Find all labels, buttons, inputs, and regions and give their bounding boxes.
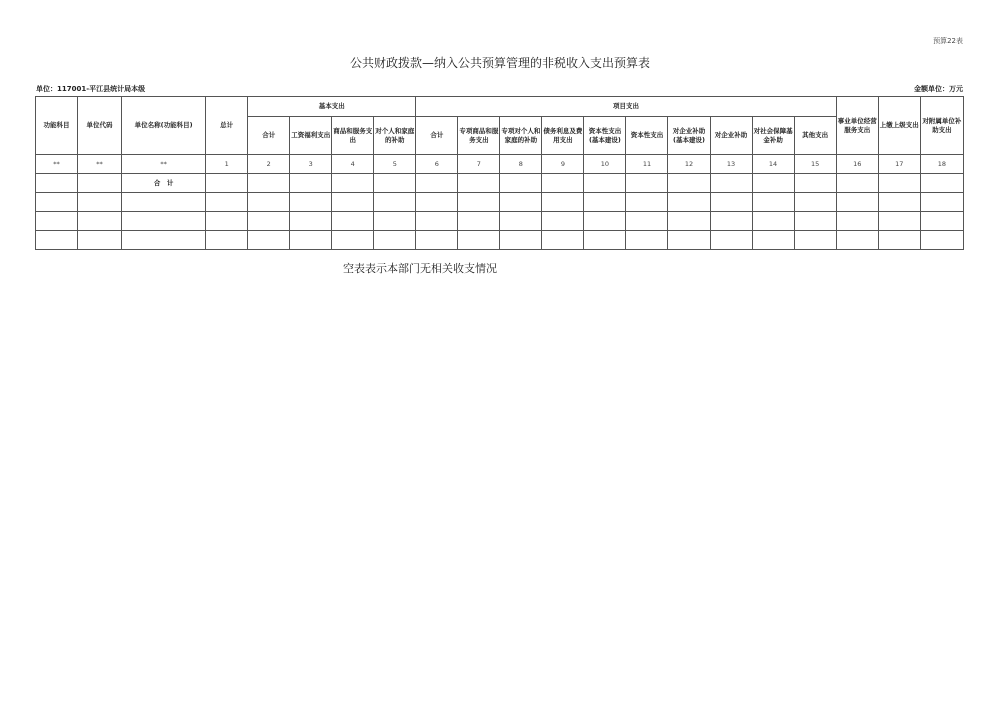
table-cell — [500, 212, 542, 231]
table-cell — [920, 212, 963, 231]
table-cell — [500, 193, 542, 212]
table-cell — [542, 174, 584, 193]
table-cell — [248, 193, 290, 212]
table-cell — [332, 212, 374, 231]
table-cell — [836, 231, 878, 250]
table-cell — [36, 231, 78, 250]
table-cell — [416, 231, 458, 250]
table-cell — [78, 193, 122, 212]
header-total: 总计 — [206, 97, 248, 155]
table-cell — [752, 212, 794, 231]
table-cell — [752, 174, 794, 193]
page-title: 公共财政拨款—纳入公共预算管理的非税收入支出预算表 — [349, 56, 650, 70]
table-cell — [878, 174, 920, 193]
table-cell — [290, 212, 332, 231]
table-cell — [500, 231, 542, 250]
table-cell — [794, 174, 836, 193]
index-cell: 10 — [584, 155, 626, 174]
table-cell — [836, 193, 878, 212]
index-row — [36, 155, 964, 174]
index-cell: 3 — [290, 155, 332, 174]
table-cell — [752, 231, 794, 250]
table-cell — [710, 212, 752, 231]
index-cell: 18 — [920, 155, 963, 174]
header-project-sub: 专项对个人和家庭的补助 — [500, 117, 542, 155]
table-row — [36, 193, 964, 212]
table-cell — [836, 174, 878, 193]
table-cell — [626, 174, 668, 193]
table-cell — [122, 193, 206, 212]
header-unit-code: 单位代码 — [78, 97, 122, 155]
index-cell: 4 — [332, 155, 374, 174]
index-cell: 6 — [416, 155, 458, 174]
table-cell — [248, 174, 290, 193]
index-cell: 12 — [668, 155, 710, 174]
index-cell: 7 — [458, 155, 500, 174]
table-cell — [752, 193, 794, 212]
table-cell — [206, 212, 248, 231]
table-cell — [290, 193, 332, 212]
table-cell — [668, 231, 710, 250]
table-cell — [206, 174, 248, 193]
table-cell — [332, 231, 374, 250]
table-cell — [584, 231, 626, 250]
table-cell — [584, 193, 626, 212]
header-func-subject: 功能科目 — [36, 97, 78, 155]
header-basic-sub: 工资福利支出 — [290, 117, 332, 155]
form-number: 预算22表 — [933, 37, 963, 45]
budget-table — [35, 96, 964, 250]
table-cell — [248, 231, 290, 250]
table-cell — [36, 174, 78, 193]
table-cell — [206, 231, 248, 250]
table-cell — [836, 212, 878, 231]
table-cell — [374, 212, 416, 231]
header-project-sub: 其他支出 — [794, 117, 836, 155]
table-cell — [626, 193, 668, 212]
header-project-sub: 专项商品和服务支出 — [458, 117, 500, 155]
table-cell — [122, 212, 206, 231]
table-cell — [584, 212, 626, 231]
table-cell — [500, 174, 542, 193]
table-cell — [374, 193, 416, 212]
table-cell — [542, 231, 584, 250]
table-cell — [78, 231, 122, 250]
table-cell — [78, 212, 122, 231]
header-project-expense: 项目支出 — [416, 97, 836, 117]
index-cell: 11 — [626, 155, 668, 174]
table-cell — [920, 174, 963, 193]
index-cell: 13 — [710, 155, 752, 174]
index-cell: 17 — [878, 155, 920, 174]
table-cell — [290, 174, 332, 193]
unit-label: 单位：117001-平江县统计局本级 — [36, 85, 146, 93]
table-cell — [626, 231, 668, 250]
table-cell — [332, 174, 374, 193]
header-project-sub: 合计 — [416, 117, 458, 155]
header-basic-sub: 商品和服务支出 — [332, 117, 374, 155]
index-cell: 1 — [206, 155, 248, 174]
header-project-sub: 债务利息及费用支出 — [542, 117, 584, 155]
index-cell: 14 — [752, 155, 794, 174]
table-cell — [710, 174, 752, 193]
header-tail-2: 上缴上级支出 — [878, 97, 920, 155]
header-project-sub: 对企业补助(基本建设) — [668, 117, 710, 155]
table-cell — [416, 174, 458, 193]
header-project-sub: 对企业补助 — [710, 117, 752, 155]
table-cell — [542, 193, 584, 212]
table-cell — [794, 231, 836, 250]
table-cell — [78, 174, 122, 193]
table-cell — [668, 212, 710, 231]
table-row — [36, 231, 964, 250]
table-cell — [542, 212, 584, 231]
table-cell — [710, 231, 752, 250]
header-project-sub: 资本性支出 — [626, 117, 668, 155]
index-cell: 2 — [248, 155, 290, 174]
table-cell — [626, 212, 668, 231]
index-cell: 16 — [836, 155, 878, 174]
index-cell: ** — [78, 155, 122, 174]
header-tail-1: 事业单位经营服务支出 — [836, 97, 878, 155]
table-cell — [458, 193, 500, 212]
total-row-label: 合 计 — [122, 174, 206, 193]
table-cell — [248, 212, 290, 231]
table-cell — [122, 231, 206, 250]
empty-table-note: 空表表示本部门无相关收支情况 — [343, 262, 497, 275]
table-cell — [36, 193, 78, 212]
header-project-sub: 对社会保障基金补助 — [752, 117, 794, 155]
table-cell — [794, 193, 836, 212]
index-cell: 15 — [794, 155, 836, 174]
total-row — [36, 174, 964, 193]
index-cell: 8 — [500, 155, 542, 174]
table-cell — [668, 193, 710, 212]
table-cell — [878, 231, 920, 250]
header-basic-sub: 合计 — [248, 117, 290, 155]
index-cell: 5 — [374, 155, 416, 174]
table-cell — [878, 212, 920, 231]
table-cell — [416, 193, 458, 212]
table-cell — [36, 212, 78, 231]
table-cell — [710, 193, 752, 212]
table-cell — [920, 193, 963, 212]
table-cell — [458, 212, 500, 231]
table-cell — [374, 174, 416, 193]
table-cell — [794, 212, 836, 231]
table-cell — [668, 174, 710, 193]
header-project-sub: 资本性支出(基本建设) — [584, 117, 626, 155]
table-cell — [458, 231, 500, 250]
table-cell — [416, 212, 458, 231]
table-cell — [584, 174, 626, 193]
header-unit-name: 单位名称(功能科目) — [122, 97, 206, 155]
table-cell — [920, 231, 963, 250]
index-cell: 9 — [542, 155, 584, 174]
table-cell — [374, 231, 416, 250]
table-cell — [878, 193, 920, 212]
table-row — [36, 212, 964, 231]
table-cell — [290, 231, 332, 250]
index-cell: ** — [36, 155, 78, 174]
table-cell — [206, 193, 248, 212]
header-tail-3: 对附属单位补助支出 — [920, 97, 963, 155]
index-cell: ** — [122, 155, 206, 174]
header-basic-expense: 基本支出 — [248, 97, 416, 117]
table-cell — [458, 174, 500, 193]
amount-unit-label: 金额单位：万元 — [914, 85, 963, 93]
header-basic-sub: 对个人和家庭的补助 — [374, 117, 416, 155]
table-cell — [332, 193, 374, 212]
